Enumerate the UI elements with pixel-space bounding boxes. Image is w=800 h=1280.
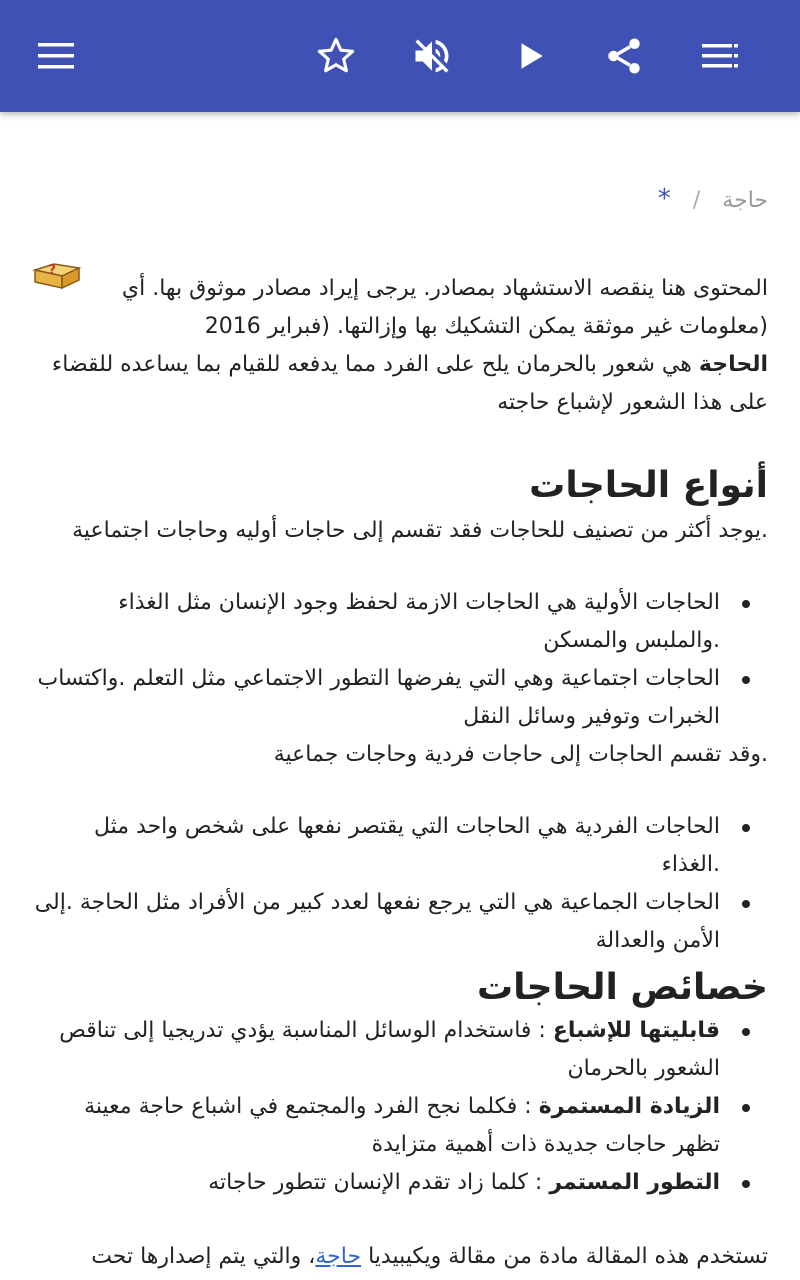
list-item: الحاجات الجماعية هي التي يرجع نفعها لعدد كبير من الأفراد مثل الحاجة .إلى الأمن والعدالة xyxy=(32,884,720,960)
breadcrumb-home[interactable]: * xyxy=(657,184,671,214)
share-icon xyxy=(603,35,645,77)
types-list-2 xyxy=(32,808,768,960)
attribution-footer xyxy=(32,1238,768,1276)
list-icon xyxy=(700,41,740,71)
intro-text: هي شعور بالحرمان يلح على الفرد مما يدفعه للقيام بما يساعده للقضاء على هذا الشعور لإشباع حاجته xyxy=(51,352,768,415)
list-item xyxy=(32,1164,720,1202)
mute-button[interactable] xyxy=(404,28,460,84)
property-term: قابليتها للإشباع xyxy=(552,1018,720,1043)
properties-list xyxy=(32,1012,768,1202)
share-button[interactable] xyxy=(596,28,652,84)
menu-button[interactable] xyxy=(28,28,84,84)
menu-icon xyxy=(36,41,76,71)
volume-off-icon xyxy=(410,34,454,78)
list-item xyxy=(32,1012,720,1088)
list-item: الحاجات اجتماعية وهي التي يفرضها التطور الاجتماعي مثل التعلم .واكتساب الخبرات وتوفير وسائل النقل xyxy=(32,660,720,736)
property-term: الزيادة المستمرة xyxy=(538,1094,720,1119)
contents-button[interactable] xyxy=(692,28,748,84)
section-heading-types: أنواع الحاجات xyxy=(529,465,768,506)
breadcrumb xyxy=(32,180,768,220)
intro-paragraph xyxy=(32,346,768,422)
list-item: الحاجات الأولية هي الحاجات الازمة لحفظ وجود الإنسان مثل الغذاء .والملبس والمسكن xyxy=(32,584,720,660)
breadcrumb-current: حاجة xyxy=(722,188,768,213)
attribution-suffix: ، والتي يتم إصدارها تحت xyxy=(91,1244,316,1269)
citation-notice-line1: المحتوى هنا ينقصه الاستشهاد بمصادر. يرجى إيراد مصادر موثوق بها. أي xyxy=(121,276,768,301)
play-button[interactable] xyxy=(502,28,558,84)
types-paragraph-1: .يوجد أكثر من تصنيف للحاجات فقد تقسم إلى حاجات أوليه وحاجات اجتماعية xyxy=(72,518,768,543)
play-icon xyxy=(513,39,547,73)
citation-notice-line2: (معلومات غير موثقة يمكن التشكيك بها وإزالتها. (فبراير 2016 xyxy=(204,314,768,339)
list-item: الحاجات الفردية هي الحاجات التي يقتصر نفعها على شخص واحد مثل .الغذاء xyxy=(32,808,720,884)
types-paragraph-2: .وقد تقسم الحاجات إلى حاجات فردية وحاجات جماعية xyxy=(273,742,768,767)
app-toolbar xyxy=(0,0,800,112)
star-icon xyxy=(315,35,357,77)
source-article-link[interactable]: حاجة xyxy=(315,1244,362,1269)
intro-term: الحاجة xyxy=(698,352,768,377)
property-text: : كلما زاد تقدم الإنسان تتطور حاجاته xyxy=(208,1170,550,1195)
property-text: : فاستخدام الوسائل المناسبة يؤدي تدريجيا إلى تناقص الشعور بالحرمان xyxy=(59,1018,720,1081)
favorite-button[interactable] xyxy=(308,28,364,84)
types-list-1 xyxy=(32,584,768,736)
attribution-prefix: تستخدم هذه المقالة مادة من مقالة ويكيبيديا xyxy=(361,1244,768,1269)
property-text: : فكلما نجح الفرد والمجتمع في اشباع حاجة معينة تظهر حاجات جديدة ذات أهمية متزايدة xyxy=(84,1094,720,1157)
list-item xyxy=(32,1088,720,1164)
section-heading-properties: خصائص الحاجات xyxy=(476,967,768,1008)
svg-text:?: ? xyxy=(48,263,56,278)
breadcrumb-separator: / xyxy=(692,188,701,213)
property-term: التطور المستمر xyxy=(549,1170,720,1195)
